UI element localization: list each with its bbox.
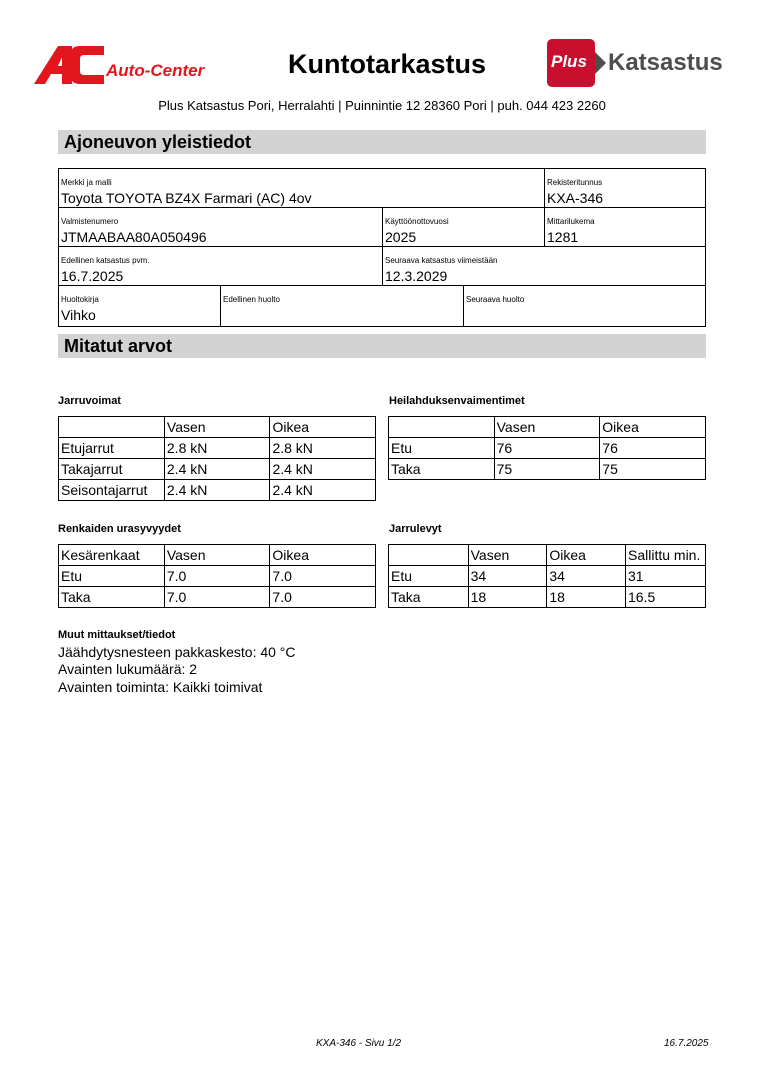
table-row — [59, 438, 376, 459]
table-cell: 7.0 — [164, 566, 270, 587]
table-cell: 2.4 kN — [164, 459, 270, 480]
vin-cell — [59, 208, 383, 246]
odometer-cell — [545, 208, 705, 246]
first-use-year-cell — [383, 208, 545, 246]
table-cell: 76 — [600, 438, 706, 459]
table-cell: Takajarrut — [59, 459, 165, 480]
table-cell: 34 — [468, 566, 547, 587]
misc-line: Avainten toiminta: Kaikki toimivat — [58, 679, 263, 695]
table-row — [389, 438, 706, 459]
last-service-label: Edellinen huolto — [223, 295, 280, 304]
table-cell: 75 — [494, 459, 600, 480]
table-row — [389, 587, 706, 608]
table-cell: 2.8 kN — [164, 438, 270, 459]
section-heading-general: Ajoneuvon yleistiedot — [58, 130, 706, 154]
service-book-value: Vihko — [61, 307, 96, 323]
table-cell: Seisontajarrut — [59, 480, 165, 501]
table-cell: 18 — [468, 587, 547, 608]
table-row — [389, 459, 706, 480]
table-row — [59, 459, 376, 480]
table-cell: Taka — [389, 459, 495, 480]
odometer-label: Mittarilukema — [547, 217, 595, 226]
table-header-cell — [59, 417, 165, 438]
service-book-label: Huoltokirja — [61, 295, 99, 304]
table-row — [59, 566, 376, 587]
table-header-cell: Vasen — [164, 545, 270, 566]
auto-center-logo-text: Auto-Center — [106, 61, 205, 80]
section-heading-measured: Mitatut arvot — [58, 334, 706, 358]
last-inspection-label: Edellinen katsastus pvm. — [61, 256, 150, 265]
table-cell: 7.0 — [270, 566, 376, 587]
table-cell: 7.0 — [164, 587, 270, 608]
table-header-cell: Vasen — [468, 545, 547, 566]
table-cell: 2.4 kN — [164, 480, 270, 501]
plus-logo-name: Katsastus — [608, 49, 723, 76]
table-cell: 34 — [547, 566, 626, 587]
table-header-cell: Kesärenkaat — [59, 545, 165, 566]
next-service-cell — [464, 286, 705, 326]
first-use-year-label: Käyttöönottovuosi — [385, 217, 449, 226]
last-inspection-cell — [59, 247, 383, 285]
discs-table — [388, 544, 706, 608]
table-cell: 75 — [600, 459, 706, 480]
plus-katsastus-logo — [546, 38, 728, 88]
table-header-row — [389, 417, 706, 438]
table-header-row — [389, 545, 706, 566]
table-cell: 2.4 kN — [270, 480, 376, 501]
table-cell: 16.5 — [626, 587, 706, 608]
table-header-row — [59, 417, 376, 438]
misc-title: Muut mittaukset/tiedot — [58, 629, 176, 641]
table-header-cell: Oikea — [270, 417, 376, 438]
table-header-cell — [389, 545, 469, 566]
misc-line: Avainten lukumäärä: 2 — [58, 661, 198, 677]
next-inspection-label: Seuraava katsastus viimeistään — [385, 256, 498, 265]
first-use-year-value: 2025 — [385, 229, 417, 245]
shocks-table — [388, 416, 706, 480]
table-header-cell — [389, 417, 495, 438]
next-service-label: Seuraava huolto — [466, 295, 525, 304]
auto-center-logo — [34, 44, 224, 86]
info-row — [59, 247, 705, 286]
table-header-cell: Oikea — [270, 545, 376, 566]
reg-number-cell — [545, 169, 705, 207]
vin-value: JTMAABAA80A050496 — [61, 229, 207, 245]
plus-logo-badge-text: Plus — [551, 52, 587, 71]
table-row — [389, 566, 706, 587]
table-header-cell: Sallittu min. — [626, 545, 706, 566]
tires-title: Renkaiden urasyvyydet — [58, 523, 181, 535]
footer-page: KXA-346 - Sivu 1/2 — [316, 1038, 402, 1049]
table-header-row — [59, 545, 376, 566]
discs-title: Jarrulevyt — [389, 523, 442, 535]
next-inspection-value: 12.3.2029 — [385, 268, 448, 284]
tires-table — [58, 544, 376, 608]
table-header-cell: Oikea — [547, 545, 626, 566]
table-cell: 2.8 kN — [270, 438, 376, 459]
table-header-cell: Vasen — [164, 417, 270, 438]
vin-label: Valmistenumero — [61, 217, 119, 226]
last-inspection-value: 16.7.2025 — [61, 268, 124, 284]
table-cell: 31 — [626, 566, 706, 587]
make-model-cell — [59, 169, 545, 207]
info-row — [59, 286, 705, 326]
brakes-title: Jarruvoimat — [58, 395, 121, 407]
odometer-value: 1281 — [547, 229, 579, 245]
table-cell: Etu — [389, 438, 495, 459]
make-model-value: Toyota TOYOTA BZ4X Farmari (AC) 4ov — [61, 190, 312, 206]
vehicle-info-table — [58, 168, 706, 327]
table-cell: 7.0 — [270, 587, 376, 608]
table-cell: Etu — [59, 566, 165, 587]
make-model-label: Merkki ja malli — [61, 178, 112, 187]
table-row — [59, 480, 376, 501]
table-cell: Etu — [389, 566, 469, 587]
reg-number-value: KXA-346 — [547, 190, 604, 206]
reg-number-label: Rekisteritunnus — [547, 178, 603, 187]
misc-line: Jäähdytysnesteen pakkaskesto: 40 °C — [58, 644, 296, 660]
table-cell: 18 — [547, 587, 626, 608]
info-row — [59, 208, 705, 247]
brakes-table — [58, 416, 376, 501]
page-title: Kuntotarkastus — [288, 49, 487, 79]
last-service-cell — [221, 286, 464, 326]
station-address: Plus Katsastus Pori, Herralahti | Puinnintie 12 28360 Pori | puh. 044 423 2260 — [158, 98, 606, 113]
info-row — [59, 169, 705, 208]
table-header-cell: Oikea — [600, 417, 706, 438]
table-cell: 76 — [494, 438, 600, 459]
next-inspection-cell — [383, 247, 705, 285]
table-cell: Taka — [389, 587, 469, 608]
table-cell: 2.4 kN — [270, 459, 376, 480]
footer-date: 16.7.2025 — [664, 1038, 709, 1049]
table-cell: Taka — [59, 587, 165, 608]
table-row — [59, 587, 376, 608]
shocks-title: Heilahduksenvaimentimet — [389, 395, 525, 407]
table-cell: Etujarrut — [59, 438, 165, 459]
service-book-cell — [59, 286, 221, 326]
table-header-cell: Vasen — [494, 417, 600, 438]
